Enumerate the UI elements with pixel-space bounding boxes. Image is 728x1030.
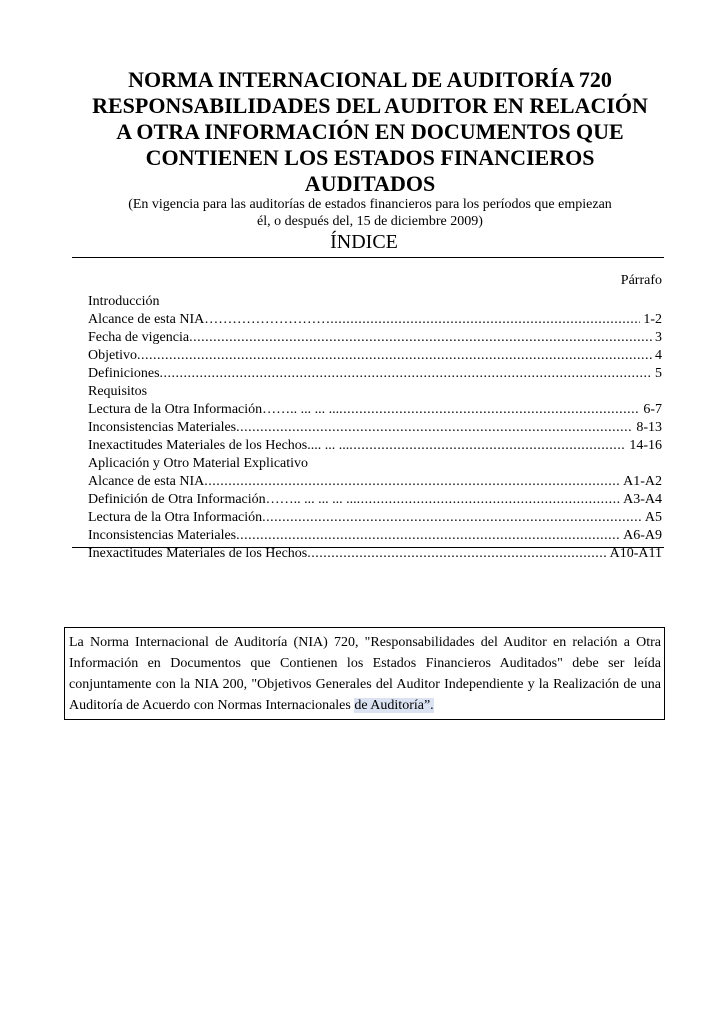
toc-entry-label: Introducción	[88, 294, 160, 309]
toc-entry	[88, 401, 662, 419]
toc-entry	[88, 419, 662, 437]
toc-dot-leader	[204, 473, 620, 491]
toc-entry-paragraph-ref: A10-A11	[609, 546, 662, 561]
toc-entry-label: Inconsistencias Materiales	[88, 528, 237, 543]
toc-entry	[88, 347, 662, 365]
toc-entry-paragraph-ref: A3-A4	[623, 492, 662, 507]
toc-dot-leader	[357, 491, 620, 509]
toc-entry-paragraph-ref: 14-16	[629, 438, 662, 453]
toc-entry-paragraph-ref: 1-2	[643, 312, 662, 327]
index-heading: ÍNDICE	[330, 231, 398, 253]
toc-entry	[88, 365, 662, 383]
toc-entry-paragraph-ref: 3	[655, 330, 662, 345]
toc-entry-paragraph-ref: 4	[655, 348, 662, 363]
toc-entry	[88, 293, 662, 311]
toc-entry	[88, 329, 662, 347]
effective-date-note: (En vigencia para las auditorías de estados financieros para los períodos que empiezan él, o después del, 15 de diciembre 2009)	[128, 197, 612, 229]
toc-entry-paragraph-ref: 5	[655, 366, 662, 381]
toc-entry-paragraph-ref: 8-13	[636, 420, 662, 435]
toc-entry-label: Fecha de vigencia	[88, 330, 190, 345]
toc-entry-label: Requisitos	[88, 384, 148, 399]
toc-entry-label: Objetivo	[88, 348, 137, 363]
toc-dot-leader	[262, 509, 642, 527]
toc-entry-paragraph-ref: 6-7	[643, 402, 662, 417]
toc-entry-paragraph-ref: A1-A2	[623, 474, 662, 489]
index-bottom-rule	[72, 547, 664, 548]
toc-dot-leader	[236, 419, 633, 437]
toc-dot-leader	[339, 401, 640, 419]
toc-entry-label: Definición de Otra Información…….. ... ... ... ...	[88, 492, 357, 507]
toc-dot-leader	[349, 437, 626, 455]
toc-entry	[88, 473, 662, 491]
toc-entry	[88, 455, 662, 473]
toc-dot-leader	[189, 329, 652, 347]
paragraph-column-header: Párrafo	[620, 273, 662, 288]
toc-entry	[88, 437, 662, 455]
toc-dot-leader	[236, 527, 620, 545]
document-title-line-1: NORMA INTERNACIONAL DE AUDITORÍA 720	[128, 67, 612, 92]
document-title-line-2: RESPONSABILIDADES DEL AUDITOR EN RELACIÓN	[92, 93, 648, 118]
document-title-line-3: A OTRA INFORMACIÓN EN DOCUMENTOS QUE	[116, 119, 624, 144]
toc-dot-leader	[330, 311, 640, 329]
toc-entry-label: Inexactitudes Materiales de los Hechos	[88, 546, 308, 561]
toc-entry-label: Inexactitudes Materiales de los Hechos.... ... ...	[88, 438, 350, 453]
toc-entry-label: Definiciones	[88, 366, 160, 381]
toc-entry-label: Lectura de la Otra Información…….. ... ... ...	[88, 402, 340, 417]
toc-entry	[88, 491, 662, 509]
document-title-line-4: CONTIENEN LOS ESTADOS FINANCIEROS	[145, 145, 595, 170]
toc-entry-label: Alcance de esta NIA	[88, 474, 205, 489]
toc-dot-leader	[160, 365, 652, 383]
toc-entry-paragraph-ref: A5	[644, 510, 662, 525]
toc-entry-label: Lectura de la Otra Información	[88, 510, 263, 525]
toc-entry-label: Alcance de esta NIA………………………	[88, 312, 331, 327]
introductory-note-highlighted-text: de Auditoría”.	[354, 698, 434, 713]
toc-entry	[88, 383, 662, 401]
toc-entry-label: Aplicación y Otro Material Explicativo	[88, 456, 309, 471]
table-of-contents	[88, 293, 662, 563]
toc-entry-label: Inconsistencias Materiales	[88, 420, 237, 435]
index-top-rule	[72, 257, 664, 258]
toc-entry	[88, 311, 662, 329]
introductory-note-box	[64, 627, 665, 720]
toc-entry	[88, 527, 662, 545]
toc-entry-paragraph-ref: A6-A9	[623, 528, 662, 543]
document-title-line-5: AUDITADOS	[304, 171, 436, 196]
toc-dot-leader	[137, 347, 652, 365]
toc-entry	[88, 509, 662, 527]
introductory-note-text: La Norma Internacional de Auditoría (NIA) 720, "Responsabilidades del Auditor en relación a Otra Información en Documentos que Contienen los Estados Financieros Auditados" debe ser leída conjuntamente con la NIA 200, "Objetivos Generales del Auditor Independiente y la Realización de una Auditoría de Acuerdo con Normas Internacionales	[69, 635, 661, 713]
